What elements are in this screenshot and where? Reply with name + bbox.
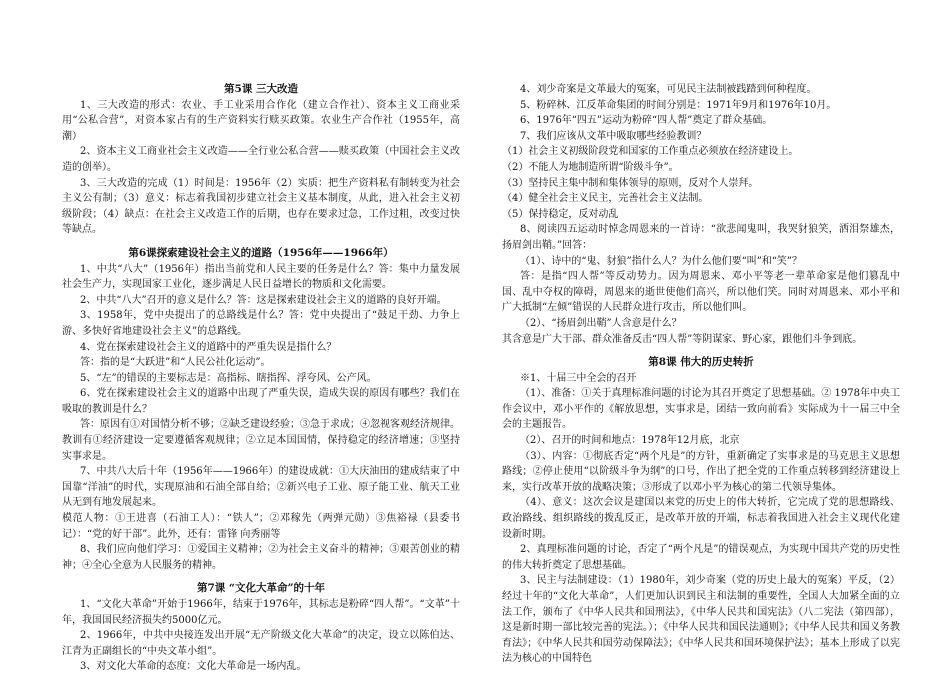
paragraph: 4、党在探索建设社会主义的道路中的严重失误是指什么？ xyxy=(80,341,337,353)
paragraph: 2、中共“八大”召开的意义是什么？答：这是探索建设社会主义的道路的良好开端。 xyxy=(80,294,447,306)
list-item: （1）社会主义初级阶段党和国家的工作重点必须放在经济建设上。 xyxy=(502,146,799,158)
paragraph: 4、刘少奇案是文革最大的冤案，可见民主法制被践踏到何种程度。 xyxy=(520,84,817,95)
paragraph: 答：指的是“大跃进”和“人民公社化运动”。 xyxy=(80,357,271,369)
paragraph: （4）、意义：这次会议是建国以来党的历史上的伟大转折，它完成了党的思想路线、政治路线、组织路线的拨乱反正，是改革开放的开端，标志着我国进入社会主义现代化建设新时期。 xyxy=(502,497,900,540)
lesson-8-title: 第8课 伟大的历史转折 xyxy=(648,356,754,369)
paragraph: 6、党在探索建设社会主义的道路中出现了严重失误，造成失误的原因有哪些？我们在吸取的教训是什么？ xyxy=(62,388,460,415)
lesson-5-title: 第5课 三大改造 xyxy=(224,83,298,95)
list-item: （3）坚持民主集中制和集体领导的原则，反对个人崇拜。 xyxy=(502,177,759,189)
paragraph: 7、中共八大后十年（1956年——1966年）的建设成就：①大庆油田的建成结束了中国靠“洋油”的时代，实现原油和石油全部自给；②新兴电子工业、原子能工业、航天工业从无到有地发展起来。 xyxy=(62,466,460,509)
paragraph: （2）、召开的时间和地点：1978年12月底，北京 xyxy=(520,435,740,447)
paragraph: 答：是指“四人帮”等反动势力。因为周恩来、邓小平等老一辈革命家是他们篡乱中国、乱中夺权的障碍，周恩来的逝世使他们高兴，所以他们笑。同时对周恩来、邓小平和广大抵制“左倾”错误的人民群众进行攻击，所以他们叫。 xyxy=(502,271,900,314)
paragraph: 3、1958年，党中央提出了的总路线是什么？答：党中央提出了“鼓足干劲、力争上游、多快好省地建设社会主义”的总路线。 xyxy=(62,310,460,337)
paragraph: 2、1966年，中共中央接连发出开展“无产阶级文化大革命”的决定，设立以陈伯达、江青为正副组长的“中央文革小组”。 xyxy=(62,630,460,657)
paragraph: 答：原因有①对国情分析不够；②缺乏建设经验；③急于求成；④忽视客观经济规律。教训有①经济建设一定要遵循客观规律；②立足本国国情，保持稳定的经济增速；③坚持实事求是。 xyxy=(62,419,460,462)
lesson-7-title: 第7课 “文化大革命”的十年 xyxy=(196,582,326,595)
paragraph: 8、阅读四五运动时悼念周恩来的一首诗：“欲悲闻鬼叫，我哭豺狼笑，洒泪祭雄杰，扬眉剑出鞘。”回答： xyxy=(502,224,900,251)
paragraph: 5、粉碎林、江反革命集团的时间分别是：1971年9月和1976年10月。 xyxy=(520,99,837,111)
paragraph: 其含意是广大干部、群众准备反击“四人帮”等阴谋家、野心家，跟他们斗争到底。 xyxy=(502,333,863,345)
paragraph: （1）、诗中的“鬼、豺狼”指什么人？为什么他们要“叫”和“笑”？ xyxy=(520,255,803,267)
paragraph: 2、资本主义工商业社会主义改造——全行业公私合营——赎买政策（中国社会主义改造的创举）。 xyxy=(62,146,460,173)
lesson-6-title: 第6课探索建设社会主义的道路（1956年——1966年） xyxy=(128,246,394,259)
paragraph: （2）、“扬眉剑出鞘”人含意是什么？ xyxy=(520,317,682,329)
paragraph: 1、中共“八大”（1956年）指出当前党和人民主要的任务是什么？答：集中力量发展社会生产力，实现国家工业化，逐步满足人民日益增长的物质和文化需要。 xyxy=(62,263,460,291)
paragraph: 7、我们应该从文革中吸取哪些经验教训？ xyxy=(520,130,707,142)
paragraph: 3、对文化大革命的态度：文化大革命是一场内乱。 xyxy=(80,661,307,673)
paragraph: （1）、准备：①关于真理标准问题的讨论为其召开奠定了思想基础。② 1978年中央工作会议中，邓小平作的《解放思想，实事求是，团结一致向前看》实际成为十一届三中全会的主题报告。 xyxy=(502,388,900,431)
paragraph: 1、三大改造的形式：农业、手工业采用合作化（建立合作社）、资本主义工商业采用“公私合营”，对资本家占有的生产资料实行赎买政策。农业生产合作社（1955年，高潮） xyxy=(62,99,460,142)
paragraph: 3、民主与法制建设：（1）1980年，刘少奇案（党的历史上最大的冤案）平反，（2）经过十年的“文化大革命”，人们更加认识到民主和法制的重要性，全国人大加紧全面的立法工作，颁布了《中华人民共和国刑法》，《中华人民共和国宪法》（八二宪法（第四部），这是新时期一部比较完善的宪法。）；《中华人民共和国民法通则》；《中华人民共和国义务教育法》；《中华人民共和国劳动保障法》；《中华人民共和国环境保护法》；基本上形成了以宪法为核心的中国特色 xyxy=(502,575,900,665)
paragraph: ※1、十届三中全会的召开 xyxy=(520,372,637,384)
paragraph: 3、三大改造的完成（1）时间是：1956年（2）实质：把生产资料私有制转变为社会主义公有制；（3）意义：标志着我国初步建立社会主义基本制度，从此，进入社会主义初级阶段；（4）缺点：在社会主义改造工作的后期，也存在要求过急，工作过粗，改变过快等缺点。 xyxy=(62,177,460,236)
left-column xyxy=(62,82,460,675)
paragraph: 模范人物：①王进喜（石油工人）：“铁人”；②邓稼先（两弹元勋）③焦裕禄（县委书记）：“党的好干部”。此外，还有：雷锋 向秀丽等 xyxy=(62,513,460,540)
list-item: （2）不能人为地制造所谓“阶级斗争”。 xyxy=(502,161,679,173)
paragraph: （3）、内容：①彻底否定“两个凡是”的方针，重新确定了实事求是的马克思主义思想路线；②停止使用“以阶级斗争为纲”的口号，作出了把全党的工作重点转移到经济建设上来，实行改革开放的战略决策；③形成了以邓小平为核心的第二代领导集体。 xyxy=(502,450,900,493)
paragraph: 8、我们应向他们学习：①爱国主义精神；②为社会主义奋斗的精神；③艰苦创业的精神；④全心全意为人民服务的精神。 xyxy=(62,544,460,571)
paragraph: 2、真理标准问题的讨论，否定了“两个凡是”的错误观点，为实现中国共产党的历史性的伟大转折奠定了思想基础。 xyxy=(502,544,900,571)
paragraph: 6、1976年“四五”运动为粉碎“四人帮”奠定了群众基础。 xyxy=(520,115,773,127)
right-column xyxy=(502,82,900,667)
list-item: （4）健全社会主义民主，完善社会主义法制。 xyxy=(502,193,709,205)
list-item: （5）保持稳定，反对动乱 xyxy=(502,208,619,220)
paragraph: 5、“左”的错误的主要标志是：高指标、瞎指挥、浮夸风、公产风。 xyxy=(80,372,377,384)
paragraph: 1、“文化大革命”开始于1966年，结束于1976年，其标志是粉碎“四人帮”。“文革”十年，我国国民经济损失约5000亿元。 xyxy=(62,599,460,626)
